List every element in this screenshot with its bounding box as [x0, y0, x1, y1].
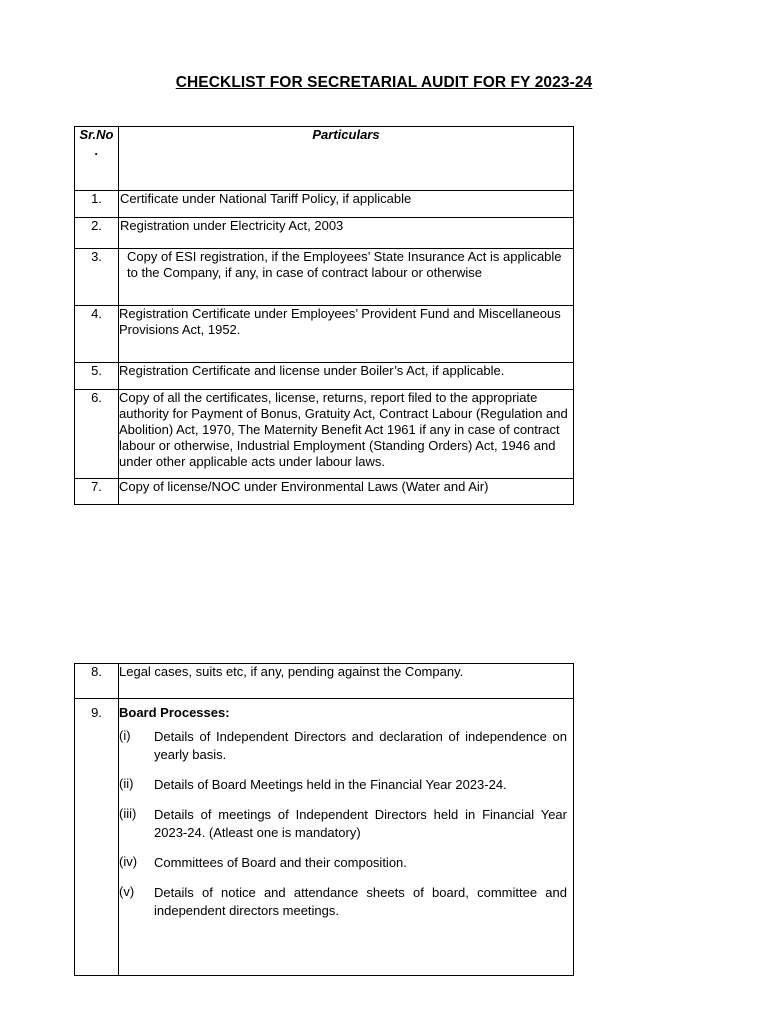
table-row — [75, 306, 574, 363]
row-number: 5. — [75, 363, 119, 390]
list-item-text: Details of Independent Directors and declaration of independence on yearly basis. — [154, 729, 567, 762]
checklist-table-part-1 — [74, 126, 574, 505]
header-particulars: Particulars — [119, 127, 574, 191]
row-number: 2. — [75, 218, 119, 249]
list-item — [119, 776, 573, 794]
list-item-number: (i) — [119, 728, 131, 743]
row-particulars: Registration Certificate under Employees’ Provident Fund and Miscellaneous Provisions Act, 1952. — [119, 306, 574, 363]
table-row — [75, 249, 574, 306]
row-particulars: Registration Certificate and license under Boiler’s Act, if applicable. — [119, 363, 574, 390]
list-item-number: (ii) — [119, 776, 134, 791]
table-header-row — [75, 127, 574, 191]
list-item-text: Details of notice and attendance sheets of board, committee and independent directors meetings. — [154, 885, 567, 918]
table-row — [75, 664, 574, 699]
row-number: 1. — [75, 191, 119, 218]
table-row — [75, 363, 574, 390]
row-number: 8. — [75, 664, 119, 699]
row-number: 9. — [75, 699, 119, 976]
list-item-text: Details of Board Meetings held in the Financial Year 2023-24. — [154, 777, 507, 792]
list-item-number: (v) — [119, 884, 135, 899]
row-number: 3. — [75, 249, 119, 306]
row-number: 4. — [75, 306, 119, 363]
table-row — [75, 479, 574, 505]
row-particulars: Certificate under National Tariff Policy, if applicable — [119, 191, 574, 218]
document-title: CHECKLIST FOR SECRETARIAL AUDIT FOR FY 2023-24 — [175, 74, 593, 91]
board-processes-heading: Board Processes: — [119, 705, 230, 720]
list-item — [119, 884, 573, 920]
list-item-number: (iv) — [119, 854, 138, 869]
table-row — [75, 218, 574, 249]
table-row — [75, 390, 574, 479]
list-item — [119, 728, 573, 764]
header-sr-no: Sr.No . — [75, 127, 119, 191]
row-number: 7. — [75, 479, 119, 505]
list-item-text: Committees of Board and their composition. — [154, 855, 407, 870]
table-row — [75, 191, 574, 218]
row-particulars — [119, 699, 574, 976]
checklist-table-part-2 — [74, 663, 574, 976]
list-item-text: Details of meetings of Independent Directors held in Financial Year 2023-24. (Atleast one is mandatory) — [154, 807, 567, 840]
row-particulars: Copy of license/NOC under Environmental Laws (Water and Air) — [119, 479, 574, 505]
row-particulars: Legal cases, suits etc, if any, pending against the Company. — [119, 664, 574, 699]
row-particulars: Copy of ESI registration, if the Employees’ State Insurance Act is applicable to the Company, if any, in case of contract labour or otherwise — [119, 249, 574, 306]
row-particulars: Copy of all the certificates, license, returns, report filed to the appropriate authority for Payment of Bonus, Gratuity Act, Contract Labour (Regulation and Abolition) Act, 1970, The Maternity Benefit Act 1961 if any in case of contract labour or otherwise, Industrial Employment (Standing Orders) Act, 1946 and under other applicable acts under labour laws. — [119, 390, 574, 479]
row-particulars: Registration under Electricity Act, 2003 — [119, 218, 574, 249]
row-number: 6. — [75, 390, 119, 479]
table-row — [75, 699, 574, 976]
list-item — [119, 854, 573, 872]
list-item-number: (iii) — [119, 806, 137, 821]
list-item — [119, 806, 573, 842]
